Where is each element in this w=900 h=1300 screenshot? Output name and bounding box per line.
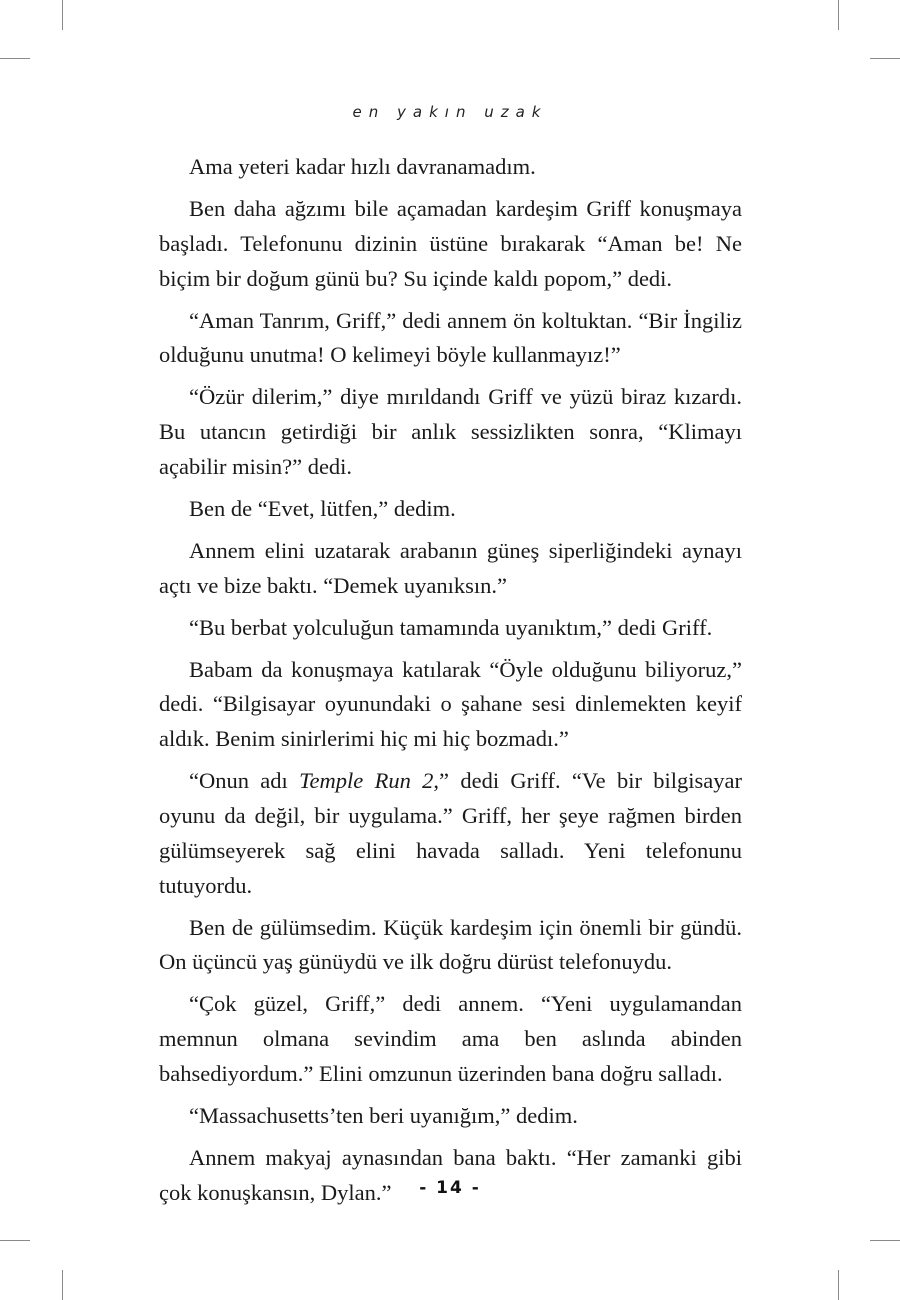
paragraph: “Aman Tanrım, Griff,” dedi annem ön koltuktan. “Bir İngiliz olduğunu unutma! O kelimeyi böyle kullanmayız!”	[159, 307, 742, 368]
paragraph: Ben de “Evet, lütfen,” dedim.	[189, 495, 456, 521]
paragraph: Annem makyaj aynasından bana baktı. “Her zamanki gibi çok konuşkansın, Dylan.”	[159, 1144, 742, 1205]
crop-mark	[870, 58, 900, 59]
paragraph: Ama yeteri kadar hızlı davranamadım.	[189, 154, 536, 179]
paragraph: “Bu berbat yolculuğun tamamında uyanıktım,” dedi Griff.	[189, 614, 713, 640]
crop-mark	[62, 1270, 63, 1300]
paragraph-text: ,” dedi Griff. “Ve bir bilgisayar oyunu da değil, bir uygulama.” Griff, her şeye rağmen birden gülümseyerek sağ elini havada salladı. Yeni telefonunu tutuyordu.	[159, 768, 742, 898]
paragraph: Ben de gülümsedim. Küçük kardeşim için önemli bir gündü. On üçüncü yaş günüydü ve ilk doğru dürüst telefonuydu.	[159, 914, 742, 975]
crop-mark	[838, 1270, 839, 1300]
crop-mark	[870, 1240, 900, 1241]
paragraph: Ben daha ağzımı bile açamadan kardeşim Griff konuşmaya başladı. Telefonunu dizinin üstüne bırakarak “Aman be! Ne biçim bir doğum günü bu? Su içinde kaldı popom,” dedi.	[159, 195, 742, 291]
crop-mark	[0, 58, 30, 59]
paragraph: “Özür dilerim,” diye mırıldandı Griff ve yüzü biraz kızardı. Bu utancın getirdiği bir anlık sessizlikten sonra, “Klimayı açabilir misin?” dedi.	[159, 384, 742, 479]
paragraph: “Massachusetts’ten beri uyanığım,” dedim.	[189, 1102, 578, 1128]
crop-mark	[838, 0, 839, 30]
crop-mark	[62, 0, 63, 30]
crop-mark	[0, 1240, 30, 1241]
paragraph: Babam da konuşmaya katılarak “Öyle olduğunu biliyoruz,” dedi. “Bilgisayar oyunundaki o şahane sesi dinlemekten keyif aldık. Benim sinirlerimi hiç mi hiç bozmadı.”	[159, 656, 742, 752]
page-number: - 14 -	[419, 1178, 481, 1198]
running-head: en yakın uzak	[352, 103, 548, 121]
paragraph: “Çok güzel, Griff,” dedi annem. “Yeni uygulamandan memnun olmana sevindim ama ben aslında abinden bahsediyordum.” Elini omzunun üzerinden bana doğru salladı.	[159, 991, 742, 1086]
game-title: Temple Run 2	[299, 768, 434, 794]
paragraph-text: “Onun adı	[189, 768, 300, 794]
body-text	[159, 150, 742, 1211]
paragraph: Annem elini uzatarak arabanın güneş siperliğindeki aynayı açtı ve bize baktı. “Demek uyanıksın.”	[159, 537, 742, 598]
paragraph	[159, 764, 742, 903]
